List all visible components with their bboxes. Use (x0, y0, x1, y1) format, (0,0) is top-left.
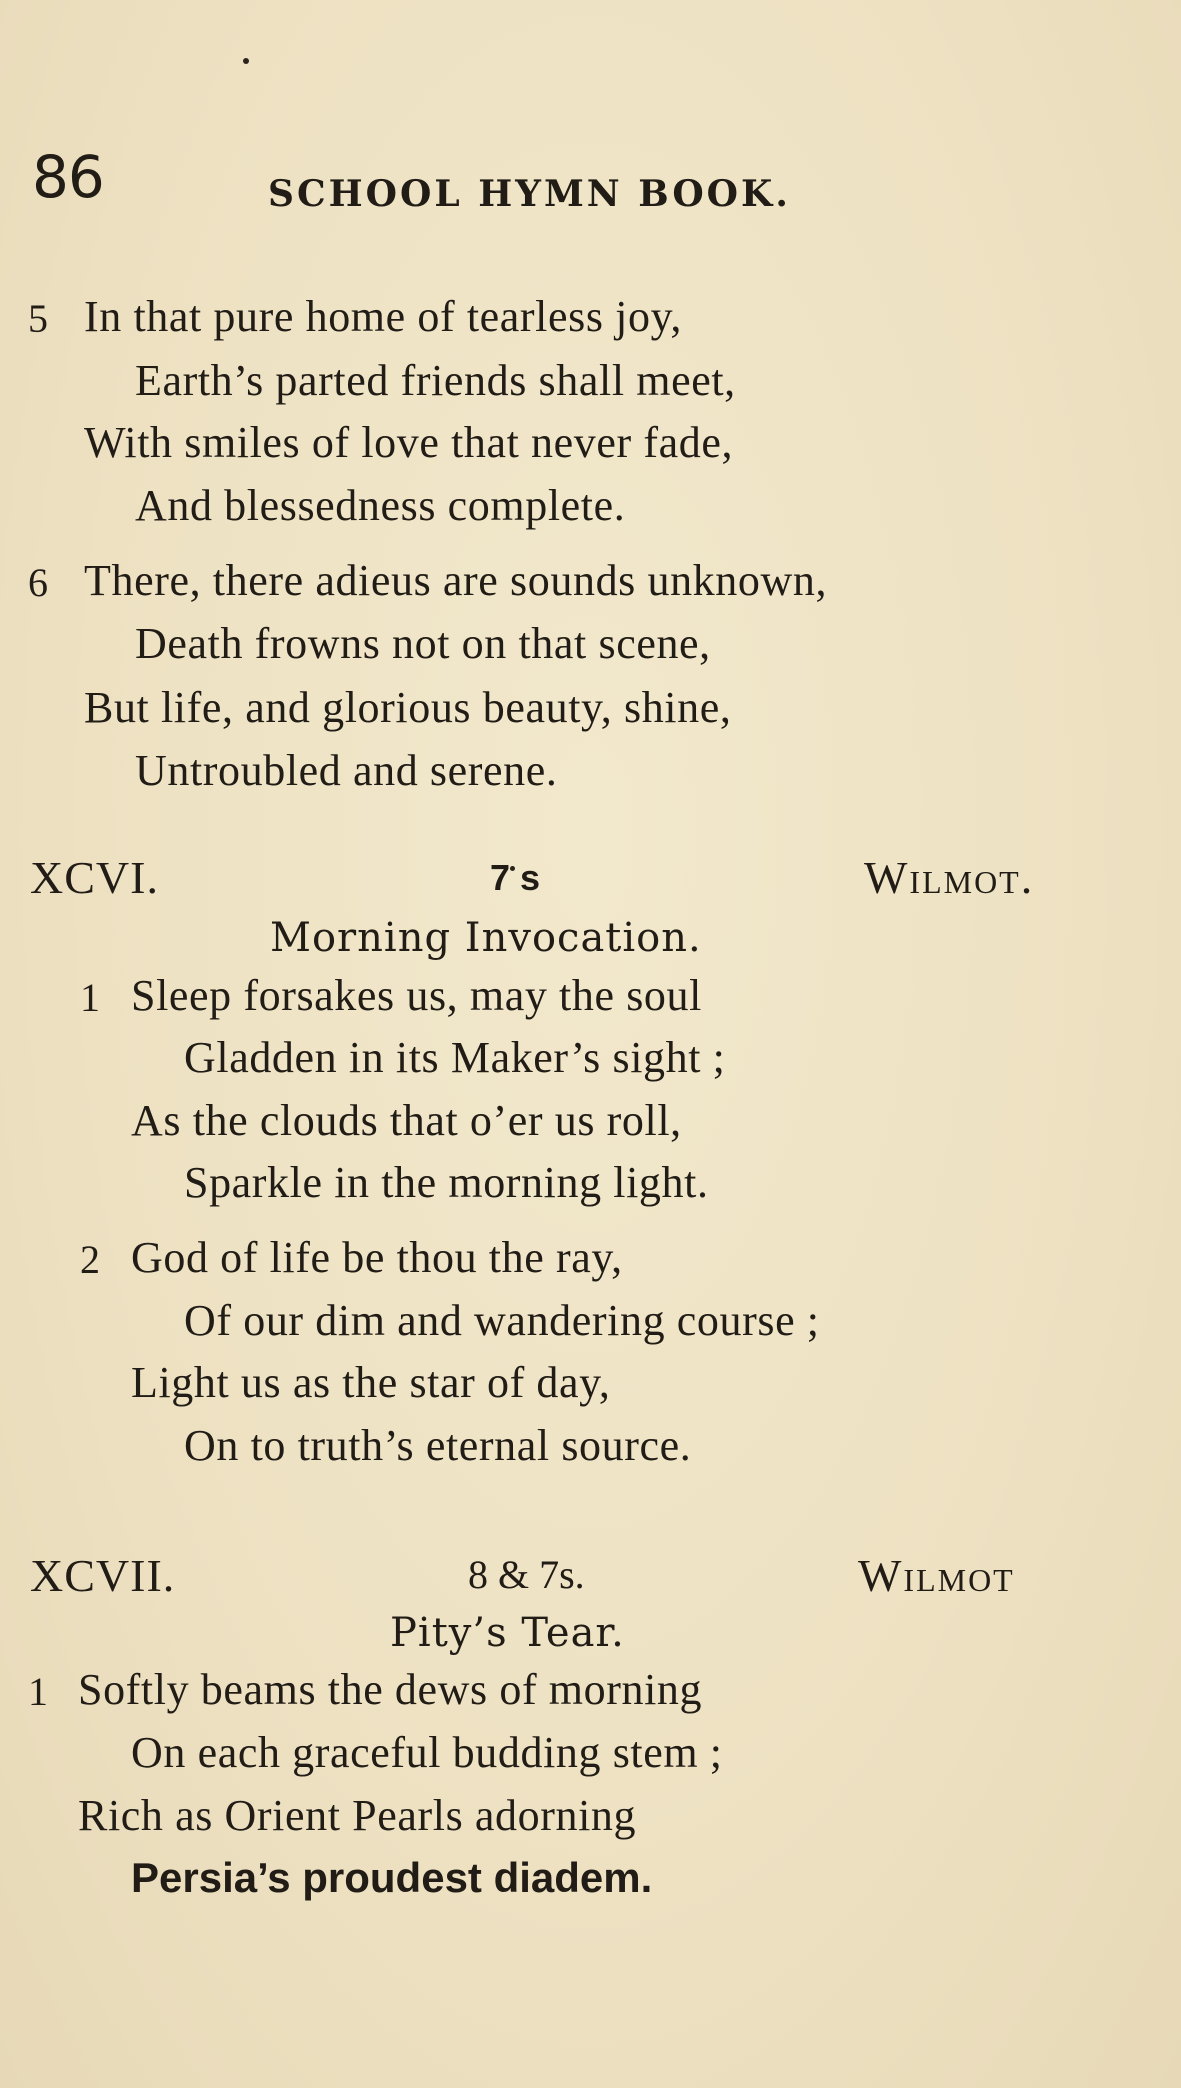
verse-line: With smiles of love that never fade, (84, 418, 734, 467)
hymn-number: XCVII. (30, 1550, 176, 1601)
verse-line: Sleep forsakes us, may the soul (131, 971, 702, 1020)
hymn-number: XCVI. (30, 852, 159, 903)
ink-speck (243, 58, 249, 64)
page-number: 86 (32, 143, 104, 211)
verse-line: Light us as the star of day, (131, 1358, 611, 1407)
verse-line: Of our dim and wandering course ; (184, 1296, 820, 1345)
verse-line: Untroubled and serene. (135, 746, 558, 795)
verse-line: Earth’s parted friends shall meet, (135, 356, 736, 405)
verse-line: And blessedness complete. (135, 481, 626, 530)
hymn-tune: Wilmot (858, 1550, 1015, 1601)
verse-line: As the clouds that o’er us roll, (131, 1096, 682, 1145)
hymn-title: Morning Invocation. (270, 915, 702, 961)
verse-line: Gladden in its Maker’s sight ; (184, 1033, 726, 1082)
verse-line: Rich as Orient Pearls adorning (78, 1791, 637, 1840)
stanza-number: 6 (28, 560, 48, 605)
verse-line: On each graceful budding stem ; (131, 1728, 723, 1777)
verse-line: Death frowns not on that scene, (135, 619, 711, 668)
stanza-number: 1 (28, 1669, 48, 1714)
stanza-number: 1 (80, 975, 100, 1020)
stanza-number: 2 (80, 1237, 100, 1282)
hymn-meter: 7 s (490, 857, 541, 898)
verse-line: Sparkle in the morning light. (184, 1158, 709, 1207)
verse-line: On to truth’s eternal source. (184, 1421, 692, 1470)
running-title: SCHOOL HYMN BOOK. (268, 173, 791, 215)
hymn-meter: 8 & 7s. (468, 1552, 585, 1597)
verse-line: Softly beams the dews of morning (78, 1665, 703, 1714)
stanza-number: 5 (28, 296, 48, 341)
verse-line: But life, and glorious beauty, shine, (84, 683, 732, 732)
hymn-tune: Wilmot. (864, 852, 1035, 903)
verse-line: God of life be thou the ray, (131, 1233, 623, 1282)
hymn-title: Pity’s Tear. (390, 1610, 625, 1656)
verse-line: In that pure home of tearless joy, (84, 292, 682, 341)
verse-line: Persia’s proudest diadem. (131, 1854, 653, 1901)
verse-line: There, there adieus are sounds unknown, (84, 556, 828, 605)
